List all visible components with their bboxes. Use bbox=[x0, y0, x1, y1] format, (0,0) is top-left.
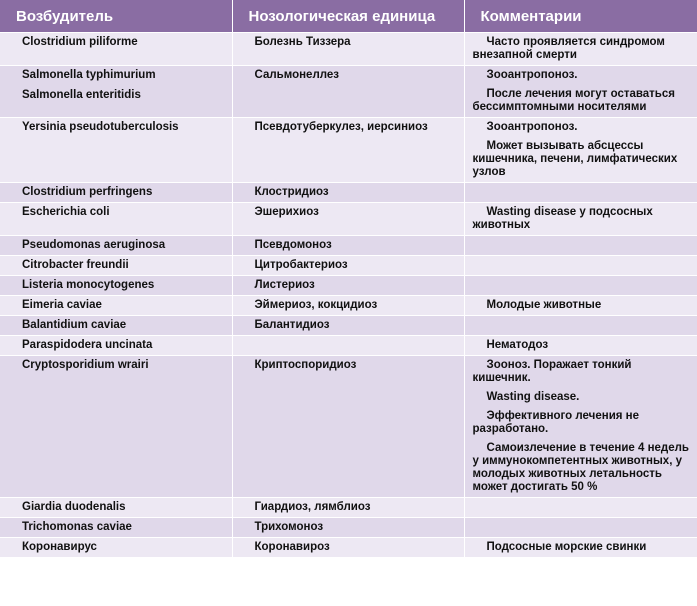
comment-text: Wasting disease. bbox=[486, 391, 580, 403]
disease-cell: Цитробактериоз bbox=[232, 256, 464, 276]
comment-text: Нематодоз bbox=[486, 339, 549, 351]
table-row bbox=[0, 118, 697, 183]
pathogen-name: Citrobacter freundii bbox=[22, 259, 129, 271]
comments-cell bbox=[464, 538, 697, 558]
table-row bbox=[0, 538, 697, 558]
comments-cell bbox=[464, 203, 697, 236]
pathogen-cell bbox=[0, 236, 232, 256]
pathogen-cell bbox=[0, 203, 232, 236]
comments-cell bbox=[464, 236, 697, 256]
comment-text: Может вызывать абсцессы кишечника, печени, лимфатических узлов bbox=[472, 140, 678, 178]
disease-cell: Псевдотуберкулез, иерсиниоз bbox=[232, 118, 464, 183]
comment-text: Самоизлечение в течение 4 недель у иммунокомпетентных животных, у молодых животных летальность может достигать 50 % bbox=[472, 442, 689, 493]
table-row bbox=[0, 183, 697, 203]
pathogen-cell bbox=[0, 336, 232, 356]
pathogen-cell bbox=[0, 66, 232, 118]
disease-cell: Болезнь Тиззера bbox=[232, 33, 464, 66]
pathogen-name: Trichomonas caviae bbox=[22, 521, 132, 533]
table-row bbox=[0, 316, 697, 336]
header-comments: Комментарии bbox=[464, 0, 697, 33]
table-row bbox=[0, 356, 697, 498]
table-row bbox=[0, 276, 697, 296]
disease-cell: Гиардиоз, лямблиоз bbox=[232, 498, 464, 518]
disease-cell: Коронавироз bbox=[232, 538, 464, 558]
table-body bbox=[0, 33, 697, 558]
pathogen-name: Cryptosporidium wrairi bbox=[22, 359, 149, 371]
comments-cell bbox=[464, 33, 697, 66]
comments-cell bbox=[464, 183, 697, 203]
comments-cell bbox=[464, 256, 697, 276]
pathogen-name: Balantidium caviae bbox=[22, 319, 127, 331]
pathogen-name: Giardia duodenalis bbox=[22, 501, 126, 513]
comments-cell bbox=[464, 66, 697, 118]
disease-cell: Эймериоз, кокцидиоз bbox=[232, 296, 464, 316]
disease-cell: Псевдомоноз bbox=[232, 236, 464, 256]
table-row bbox=[0, 336, 697, 356]
table-row bbox=[0, 296, 697, 316]
comment-text: Wasting disease у подсосных животных bbox=[472, 206, 653, 231]
comment-text: Эффективного лечения не разработано. bbox=[472, 410, 640, 435]
disease-cell: Эшерихиоз bbox=[232, 203, 464, 236]
comments-cell bbox=[464, 296, 697, 316]
comment-text: Часто проявляется синдромом внезапной смерти bbox=[472, 36, 665, 61]
disease-cell: Клостридиоз bbox=[232, 183, 464, 203]
comment-text: Молодые животные bbox=[486, 299, 602, 311]
pathogen-name: Escherichia coli bbox=[22, 206, 110, 218]
header-pathogen: Возбудитель bbox=[0, 0, 232, 33]
pathogen-name: Eimeria caviae bbox=[22, 299, 102, 311]
pathogen-name: Salmonella typhimurium bbox=[22, 69, 156, 81]
pathogen-cell bbox=[0, 183, 232, 203]
comments-cell bbox=[464, 356, 697, 498]
table-row bbox=[0, 498, 697, 518]
pathogen-name: Listeria monocytogenes bbox=[22, 279, 155, 291]
table-row bbox=[0, 518, 697, 538]
comments-cell bbox=[464, 316, 697, 336]
comment-text: Зооноз. Поражает тонкий кишечник. bbox=[472, 359, 632, 384]
comment-text: После лечения могут оставаться бессимптомными носителями bbox=[472, 88, 675, 113]
comment-text: Зооантропоноз. bbox=[486, 69, 578, 81]
table-row bbox=[0, 66, 697, 118]
pathogen-cell bbox=[0, 356, 232, 498]
pathogen-name: Salmonella enteritidis bbox=[22, 89, 141, 101]
comments-cell bbox=[464, 118, 697, 183]
pathogen-name: Clostridium perfringens bbox=[22, 186, 153, 198]
table-row bbox=[0, 33, 697, 66]
pathogen-cell bbox=[0, 518, 232, 538]
comments-cell bbox=[464, 498, 697, 518]
pathogen-cell bbox=[0, 498, 232, 518]
disease-cell: Листериоз bbox=[232, 276, 464, 296]
pathogen-cell bbox=[0, 296, 232, 316]
comments-cell bbox=[464, 518, 697, 538]
comments-cell bbox=[464, 336, 697, 356]
pathogen-name: Коронавирус bbox=[22, 541, 97, 553]
comment-text: Подсосные морские свинки bbox=[486, 541, 647, 553]
disease-cell: Сальмонеллез bbox=[232, 66, 464, 118]
disease-cell: Криптоспоридиоз bbox=[232, 356, 464, 498]
pathogen-cell bbox=[0, 256, 232, 276]
table-row bbox=[0, 236, 697, 256]
header-row bbox=[0, 0, 697, 33]
comments-cell bbox=[464, 276, 697, 296]
pathogen-cell bbox=[0, 538, 232, 558]
pathogen-cell bbox=[0, 118, 232, 183]
disease-cell: Трихомоноз bbox=[232, 518, 464, 538]
table-row bbox=[0, 256, 697, 276]
header-disease: Нозологическая единица bbox=[232, 0, 464, 33]
table-row bbox=[0, 203, 697, 236]
disease-cell: Балантидиоз bbox=[232, 316, 464, 336]
pathogen-cell bbox=[0, 316, 232, 336]
pathogen-cell bbox=[0, 33, 232, 66]
comment-text: Зооантропоноз. bbox=[486, 121, 578, 133]
pathogen-name: Yersinia pseudotuberculosis bbox=[22, 121, 179, 133]
disease-cell bbox=[232, 336, 464, 356]
pathogen-cell bbox=[0, 276, 232, 296]
pathogen-name: Paraspidodera uncinata bbox=[22, 339, 153, 351]
pathogen-name: Clostridium piliforme bbox=[22, 36, 138, 48]
pathogen-name: Pseudomonas aeruginosa bbox=[22, 239, 166, 251]
